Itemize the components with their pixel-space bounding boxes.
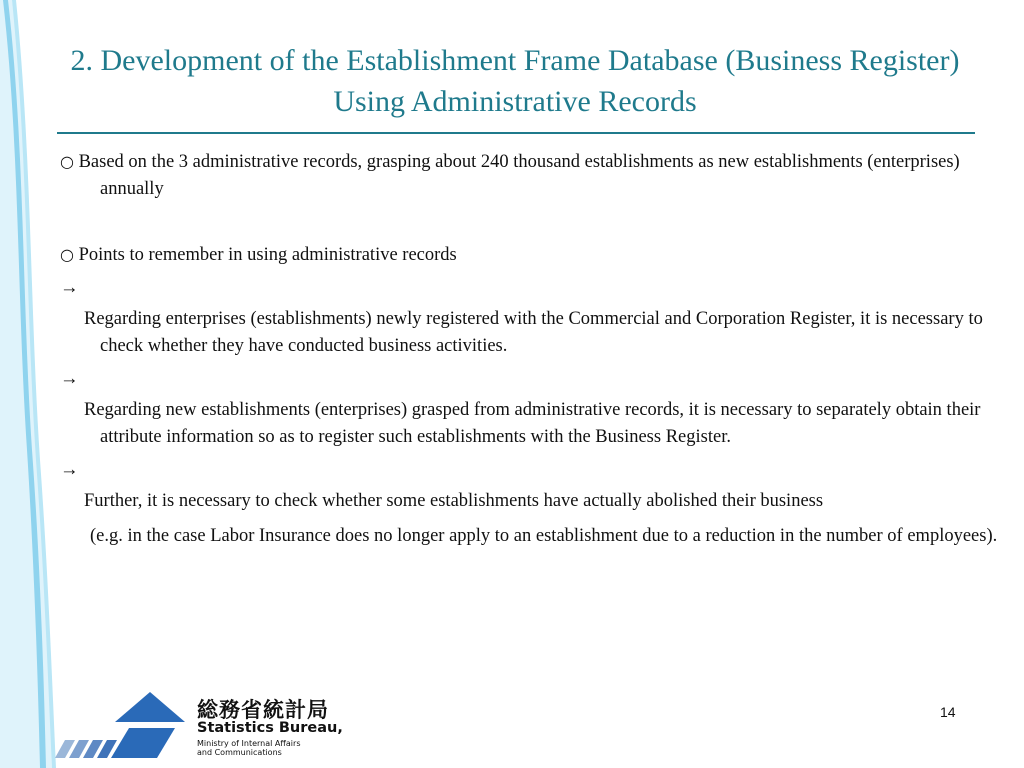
point-text: Regarding new establishments (enterprises) grasped from administrative records, it is necessary to separately obtain their attribute information so as to register such establishments with the Business Register. bbox=[84, 400, 981, 447]
point-text: Regarding enterprises (establishments) newly registered with the Commercial and Corporation Register, it is necessary to check whether they have conducted business activities. bbox=[84, 309, 983, 356]
logo-japanese-text: 総務省統計局 bbox=[197, 698, 329, 722]
bullet-item bbox=[60, 148, 1000, 203]
statistics-bureau-logo bbox=[55, 690, 345, 760]
logo-subtitle-line: Ministry of Internal Affairs bbox=[197, 739, 301, 748]
circle-bullet-icon: ○ bbox=[60, 245, 74, 264]
logo-subtitle bbox=[197, 739, 347, 757]
bullet-text: Points to remember in using administrative records bbox=[78, 245, 457, 265]
title-divider bbox=[57, 132, 975, 134]
example-text: (e.g. in the case Labor Insurance does no longer apply to an establishment due to a reduction in the number of employees). bbox=[90, 526, 998, 546]
arrow-icon: → bbox=[60, 369, 79, 389]
slide-body bbox=[60, 148, 1000, 550]
circle-bullet-icon: ○ bbox=[60, 152, 74, 171]
logo-subtitle-line: and Communications bbox=[197, 748, 282, 757]
bullet-text: Based on the 3 administrative records, grasping about 240 thousand establishments as new establishments (enterprises) annually bbox=[78, 152, 960, 199]
bullet-item bbox=[60, 241, 1000, 269]
logo-english-text: Statistics Bureau, bbox=[197, 720, 343, 736]
page-number: 14 bbox=[940, 704, 956, 720]
logo-mark-icon bbox=[55, 690, 195, 760]
point-text: Further, it is necessary to check whether some establishments have actually abolished their business bbox=[84, 491, 824, 511]
arrow-icon: → bbox=[60, 460, 79, 480]
slide-title: 2. Development of the Establishment Frame Database (Business Register) Using Administrative Records bbox=[70, 44, 960, 118]
arrow-icon: → bbox=[60, 278, 79, 298]
